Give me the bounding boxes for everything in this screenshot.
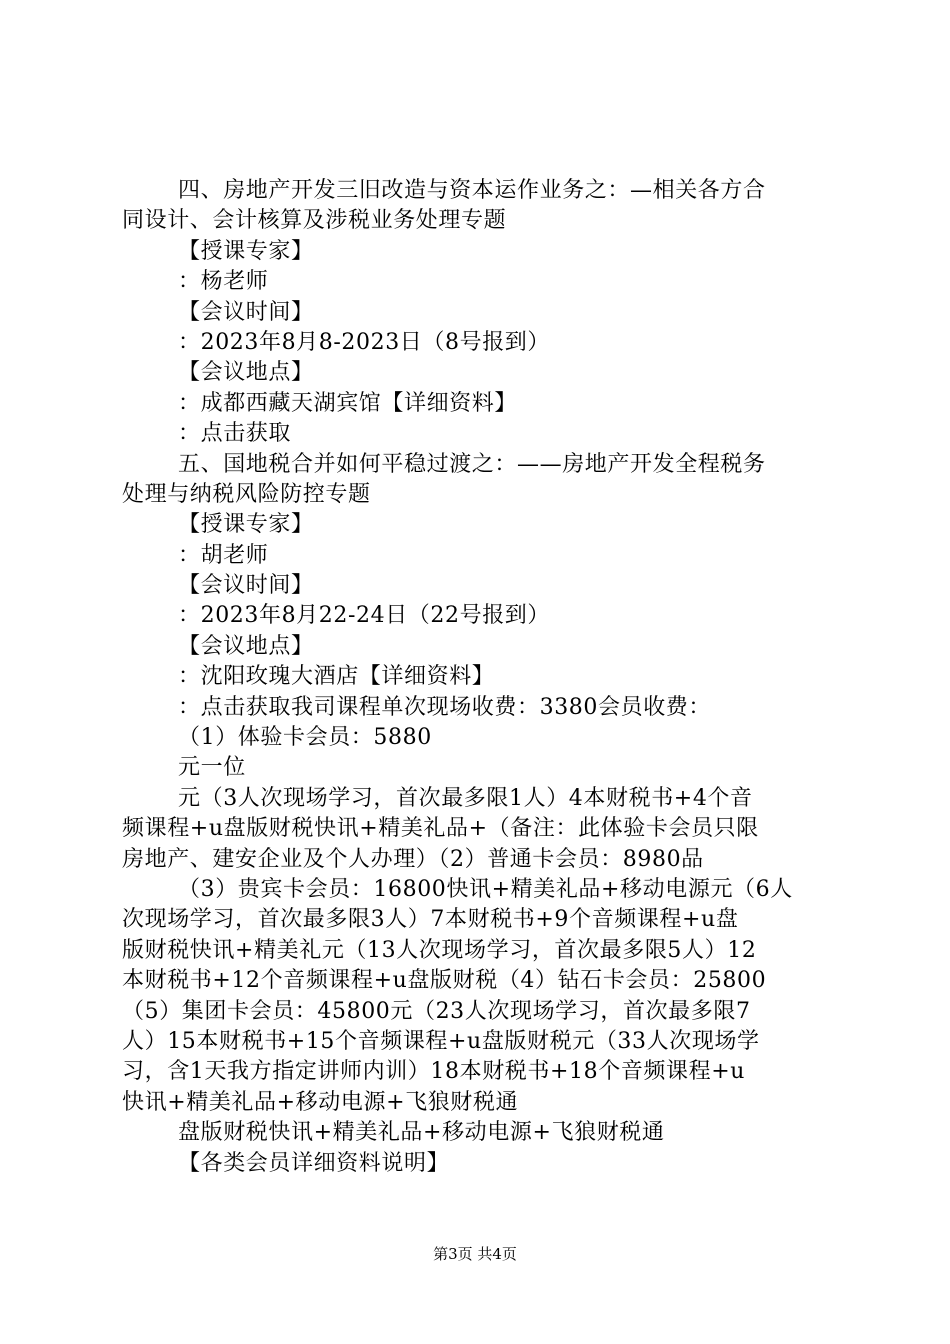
membership-paragraph-line-10: 习，含1天我方指定讲师内训）18本财税书+18个音频课程+u <box>122 1059 746 1085</box>
membership-paragraph-line-2: 频课程+u盘版财税快讯+精美礼品+（备注：此体验卡会员只限 <box>122 816 759 842</box>
meeting-time-value: ：2023年8月8-2023日（8号报到） <box>178 329 551 355</box>
section-four-heading-line-1: 四、房地产开发三旧改造与资本运作业务之：—相关各方合 <box>178 178 766 203</box>
meeting-time-value: ：2023年8月22-24日（22号报到） <box>178 603 551 629</box>
meeting-location-value: ：成都西藏天湖宾馆【详细资料】 <box>178 390 518 416</box>
meeting-time-label: 【会议时间】 <box>178 573 314 599</box>
membership-paragraph-line-3: 房地产、建安企业及个人办理）（2）普通卡会员：8980品 <box>122 846 704 872</box>
meeting-location-label: 【会议地点】 <box>178 360 314 386</box>
meeting-location-value: ：沈阳玫瑰大酒店【详细资料】 <box>178 664 495 690</box>
meeting-location-label: 【会议地点】 <box>178 633 314 659</box>
membership-paragraph-line-11: 快讯+精美礼品+移动电源+飞狼财税通 <box>122 1089 519 1115</box>
membership-paragraph-line-8: （5）集团卡会员：45800元（23人次现场学习，首次最多限7 <box>122 998 751 1024</box>
fee-intro-line: ：点击获取我司课程单次现场收费：3380会员收费： <box>178 694 711 720</box>
trial-member-line: （1）体验卡会员：5880 <box>178 725 432 751</box>
membership-paragraph-line-7: 本财税书+12个音频课程+u盘版财税（4）钻石卡会员：25800 <box>122 968 767 994</box>
membership-paragraph-line-9: 人）15本财税书+15个音频课程+u盘版财税元（33人次现场学 <box>122 1028 760 1054</box>
instructor-value: ：胡老师 <box>178 542 269 568</box>
document-body <box>122 176 832 1179</box>
page-number-footer: 第3页 共4页 <box>433 1245 517 1263</box>
section-five-heading-line-2: 处理与纳税风险防控专题 <box>122 481 371 507</box>
per-person-line: 元一位 <box>178 755 246 781</box>
instructor-label: 【授课专家】 <box>178 512 314 538</box>
membership-benefits-line: 盘版财税快讯+精美礼品+移动电源+飞狼财税通 <box>178 1120 665 1146</box>
instructor-label: 【授课专家】 <box>178 238 314 264</box>
member-details-label: 【各类会员详细资料说明】 <box>178 1150 450 1176</box>
membership-paragraph-line-5: 次现场学习，首次最多限3人）7本财税书+9个音频课程+u盘 <box>122 907 739 933</box>
membership-paragraph-line-4: （3）贵宾卡会员：16800快讯+精美礼品+移动电源元（6人 <box>178 876 793 902</box>
membership-paragraph-line-6: 版财税快讯+精美礼元（13人次现场学习，首次最多限5人）12 <box>122 937 757 963</box>
section-five-heading-line-1: 五、国地税合并如何平稳过渡之：——房地产开发全程税务 <box>178 451 766 477</box>
meeting-time-label: 【会议时间】 <box>178 299 314 325</box>
section-four-heading-line-2: 同设计、会计核算及涉税业务处理专题 <box>122 208 507 234</box>
instructor-value: ：杨老师 <box>178 269 269 295</box>
membership-paragraph-line-1: 元（3人次现场学习，首次最多限1人）4本财税书+4个音 <box>178 785 753 811</box>
click-to-get-link[interactable]: ：点击获取 <box>178 421 292 447</box>
